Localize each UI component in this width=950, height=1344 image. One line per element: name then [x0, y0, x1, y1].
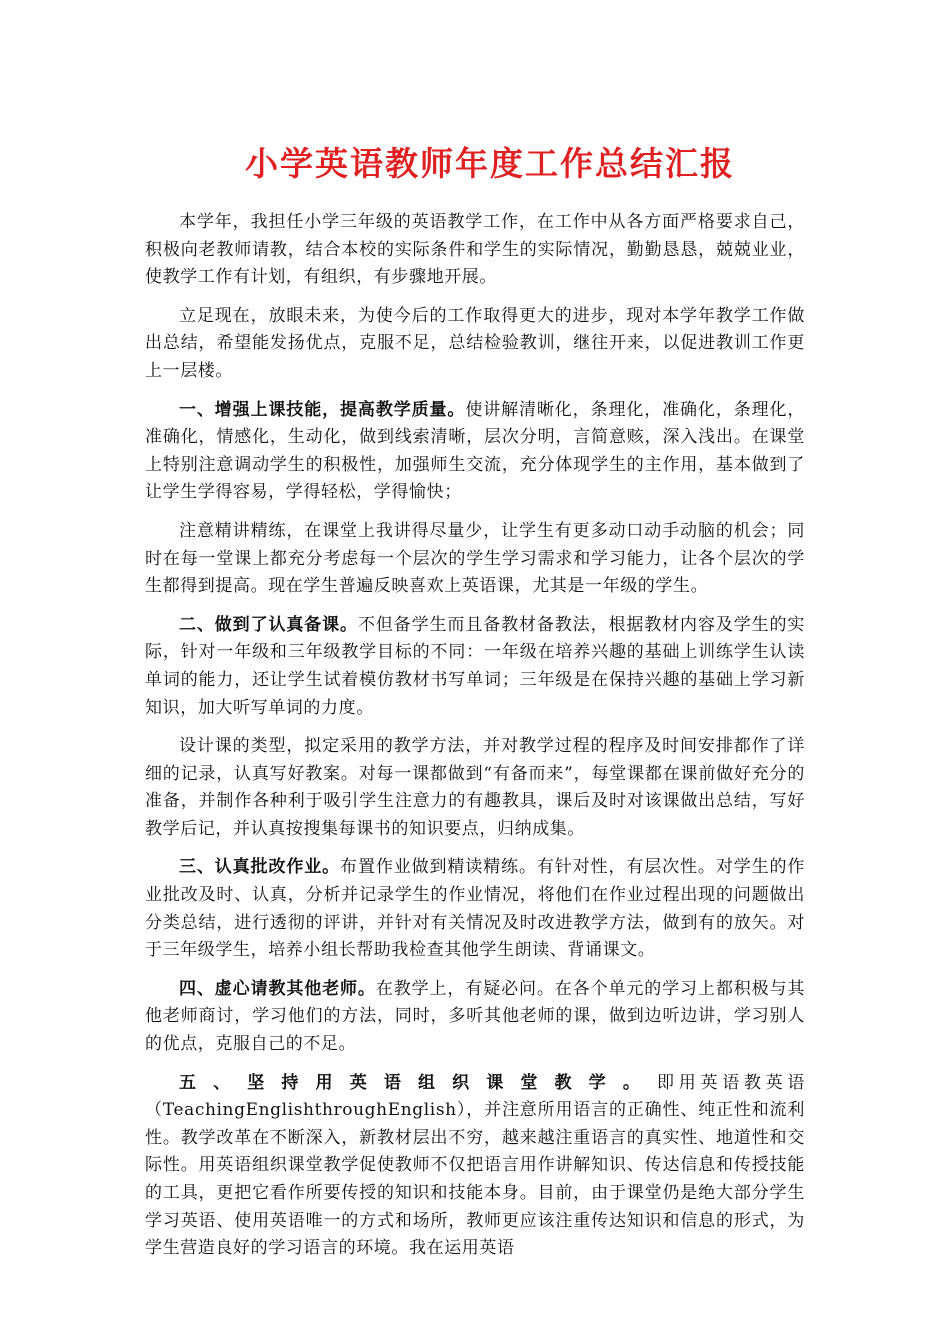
paragraph-text: 立足现在，放眼未来，为使今后的工作取得更大的进步，现对本学年教学工作做出总结，希望能发扬优点，克服不足，总结检验教训，继往开来，以促进教训工作更上一层楼。: [145, 305, 805, 381]
section-heading: 三、认真批改作业。: [179, 857, 341, 878]
paragraph-text: 使讲解清晰化，条理化，准确化，条理化，准确化，情感化，生动化，做到线索清晰，层次分明，言简意赅，深入浅出。在课堂上特别注意调动学生的积极性，加强师生交流，充分体现学生的主作用，基本做到了让学生学得容易，学得轻松，学得愉快；: [145, 399, 805, 503]
paragraph-text: 在教学上，有疑必问。在各个单元的学习上都积极与其他老师商讨，学习他们的方法，同时，多听其他老师的课，做到边听边讲，学习别人的优点，克服自己的不足。: [145, 978, 805, 1055]
section-heading: 二、做到了认真备课。: [179, 614, 358, 635]
paragraph-text: 设计课的类型，拟定采用的教学方法，并对教学过程的程序及时间安排都作了详细的记录，认真写好教案。对每一课都做到“有备而来”，每堂课都在课前做好充分的准备，并制作各种利于吸引学生注意力的有趣教具，课后及时对该课做出总结，写好教学后记，并认真按搜集每课书的知识要点，归纳成集。: [145, 736, 805, 839]
paragraph-2: [145, 303, 805, 386]
section-3-paragraph: [145, 854, 805, 964]
document-title: 小学英语教师年度工作总结汇报: [245, 144, 735, 183]
section-5-paragraph: [145, 1070, 805, 1263]
section-heading: 五、坚持用英语组织课堂教学。: [179, 1072, 657, 1093]
paragraph-4: [145, 518, 805, 601]
section-heading: 一、增强上课技能，提高教学质量。: [179, 399, 466, 420]
paragraph-text: 即用英语教英语（TeachingEnglishthroughEnglish），并注意所用语言的正确性、纯正性和流利性。教学改革在不断深入，新教材层出不穷，越来越注重语言的真实性、地道性和交际性。用英语组织课堂教学促使教师不仅把语言用作讲解知识、传达信息和传授技能的工具，更把它看作所要传授的知识和技能本身。目前，由于课堂仍是绝大部分学生学习英语、使用英语唯一的方式和场所，教师更应该注重传达知识和信息的形式，为学生营造良好的学习语言的环境。我在运用英语: [145, 1072, 806, 1259]
section-4-paragraph: [145, 976, 805, 1059]
paragraph-text: 本学年，我担任小学三年级的英语教学工作，在工作中从各方面严格要求自己，积极向老教师请教，结合本校的实际条件和学生的实际情况，勤勤恳恳，兢兢业业，使教学工作有计划，有组织，有步骤地开展。: [145, 212, 805, 288]
section-1-paragraph: [145, 397, 805, 507]
paragraph-text: 注意精讲精练，在课堂上我讲得尽量少，让学生有更多动口动手动脑的机会；同时在每一堂课上都充分考虑每一个层次的学生学习需求和学习能力，让各个层次的学生都得到提高。现在学生普遍反映喜欢上英语课，尤其是一年级的学生。: [145, 520, 805, 597]
paragraph-text: 布置作业做到精读精练。有针对性，有层次性。对学生的作业批改及时、认真，分析并记录学生的作业情况，将他们在作业过程出现的问题做出分类总结，进行透彻的评讲，并针对有关情况及时改进教学方法，做到有的放矢。对于三年级学生，培养小组长帮助我检查其他学生朗读、背诵课文。: [145, 857, 805, 961]
paragraph-1: [145, 209, 805, 292]
paragraph-6: [145, 733, 805, 843]
section-2-paragraph: [145, 612, 805, 722]
paragraph-text: 不但备学生而且备教材备教法，根据教材内容及学生的实际，针对一年级和三年级教学目标的不同：一年级在培养兴趣的基础上训练学生认读单词的能力，还让学生试着模仿教材书写单词；三年级是在保持兴趣的基础上学习新知识，加大听写单词的力度。: [145, 614, 806, 718]
section-heading: 四、虚心请教其他老师。: [179, 978, 376, 999]
